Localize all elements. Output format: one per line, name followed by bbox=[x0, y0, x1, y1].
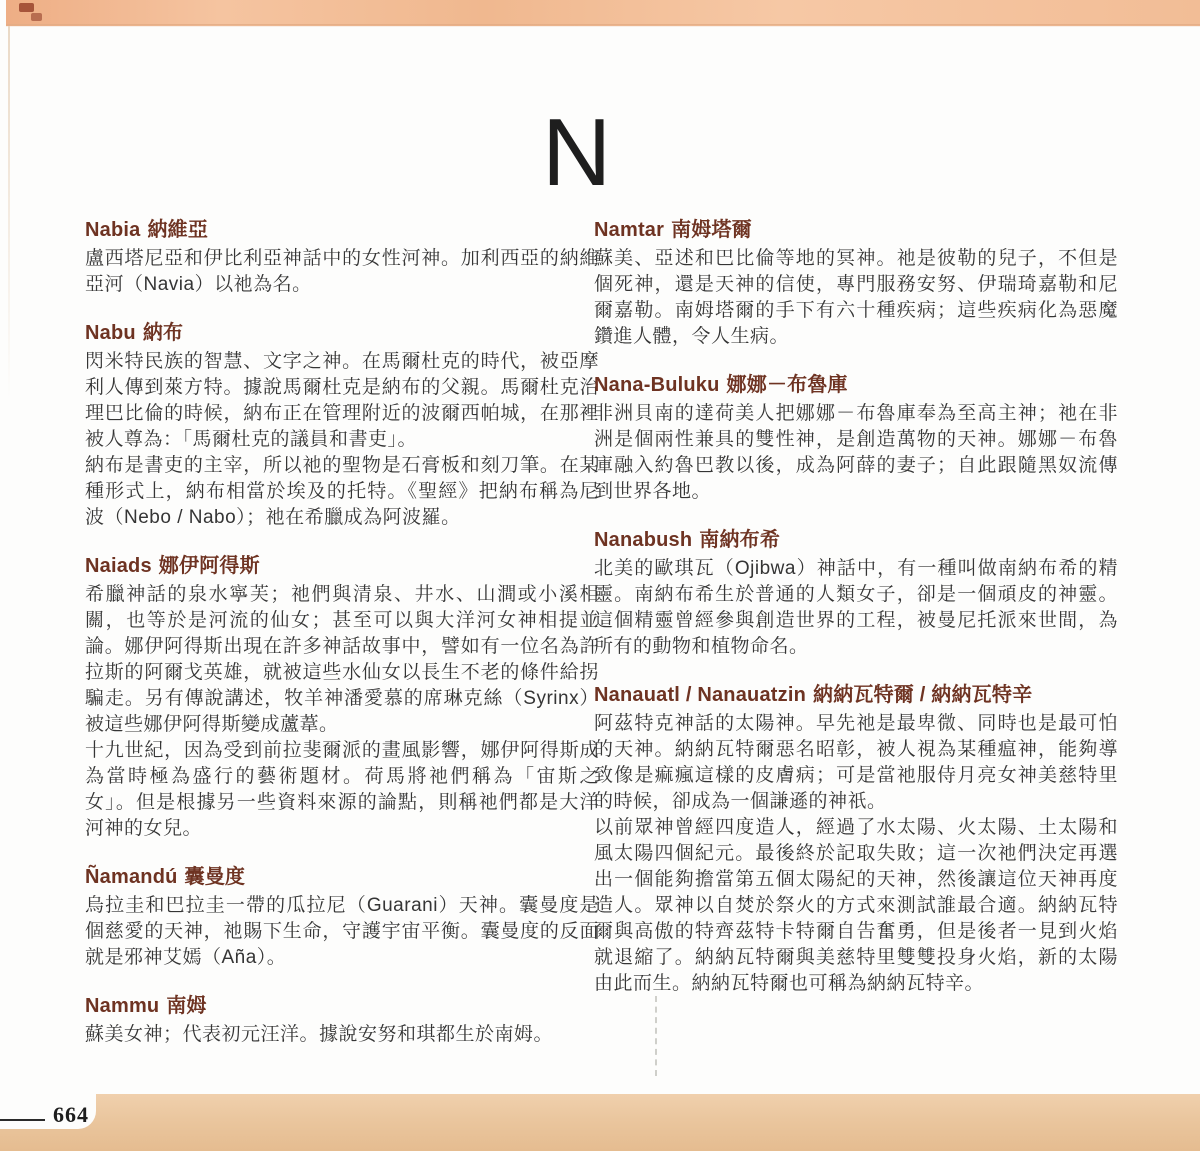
entry-nanabush bbox=[594, 528, 1118, 660]
scan-artifact bbox=[31, 13, 42, 21]
entry-name-en: Nana-Buluku bbox=[594, 374, 720, 396]
entry-paragraph: 蘇美、亞述和巴比倫等地的冥神。祂是彼勒的兒子，不但是個死神，還是天神的信使，專門服務安努、伊瑞琦嘉勒和尼爾嘉勒。南姆塔爾的手下有六十種疾病；這些疾病化為惡魔鑽進人體，令人生病。 bbox=[594, 248, 1118, 347]
footer-rule bbox=[0, 1119, 45, 1121]
entry-heading bbox=[85, 994, 599, 1019]
entry-paragraph: 閃米特民族的智慧、文字之神。在馬爾杜克的時代，被亞摩利人傳到萊方特。據說馬爾杜克是納布的父親。馬爾杜克治理巴比倫的時候，納布正在管理附近的波爾西帕城，在那裡被人尊為：「馬爾杜克的議員和書吏」。 bbox=[85, 351, 599, 450]
gutter-fold-line bbox=[655, 996, 657, 1076]
entry-namtar bbox=[594, 218, 1118, 350]
section-letter: N bbox=[542, 99, 610, 206]
entry-nammu bbox=[85, 994, 599, 1048]
entry-name-zh: 納納瓦特爾 / 納納瓦特辛 bbox=[813, 684, 1033, 706]
entry-paragraph: 希臘神話的泉水寧芙；祂們與清泉、井水、山澗或小溪相關，也等於是河流的仙女；甚至可以與大洋河女神相提並論。娜伊阿得斯出現在許多神話故事中，譬如有一位名為許拉斯的阿爾戈英雄，就被這些水仙女以長生不老的條件給拐騙走。另有傳說講述，牧羊神潘愛慕的席琳克絲（Syrinx）被這些娜伊阿得斯變成蘆葦。 bbox=[85, 584, 599, 735]
entry-name-en: Ñamandú bbox=[85, 866, 178, 888]
entry-nabia bbox=[85, 218, 599, 298]
entry-name-zh: 納維亞 bbox=[147, 219, 209, 241]
entry-name-en: Nammu bbox=[85, 995, 160, 1017]
entry-paragraph: 以前眾神曾經四度造人，經過了水太陽、火太陽、土太陽和風太陽四個紀元。最後終於記取失敗；這一次祂們決定再選出一個能夠擔當第五個太陽紀的天神，然後讓這位天神再度造人。眾神以自焚於祭火的方式來測試誰最合適。納納瓦特爾與高傲的特齊茲特卡特爾自告奮勇，但是後者一見到火焰就退縮了。納納瓦特爾與美慈特里雙雙投身火焰，新的太陽由此而生。納納瓦特爾也可稱為納納瓦特辛。 bbox=[594, 817, 1118, 994]
scan-edge-top-shadow bbox=[6, 24, 1200, 27]
entry-heading bbox=[594, 683, 1118, 708]
entry-naiads bbox=[85, 554, 599, 842]
entry-name-zh: 娜伊阿得斯 bbox=[158, 555, 260, 577]
column-left bbox=[85, 218, 599, 1071]
page-number: 664 bbox=[53, 1102, 89, 1127]
entry-paragraph: 納布是書吏的主宰，所以祂的聖物是石膏板和刻刀筆。在某種形式上，納布相當於埃及的托特。《聖經》把納布稱為尼波（Nebo / Nabo）；祂在希臘成為阿波羅。 bbox=[85, 455, 599, 528]
entry-name-en: Naiads bbox=[85, 555, 152, 577]
entry-name-zh: 南納布希 bbox=[699, 529, 781, 551]
entry-name-en: Nabu bbox=[85, 322, 136, 344]
entry-name-en: Nanabush bbox=[594, 529, 693, 551]
entry-nabu bbox=[85, 321, 599, 531]
entry-paragraph: 盧西塔尼亞和伊比利亞神話中的女性河神。加利西亞的納維亞河（Navia）以祂為名。 bbox=[85, 248, 599, 295]
entry-heading bbox=[85, 218, 599, 243]
entry-name-en: Namtar bbox=[594, 219, 665, 241]
column-right bbox=[594, 218, 1118, 1020]
scan-edge-top bbox=[6, 0, 1200, 26]
entry-nanauatl bbox=[594, 683, 1118, 997]
entry-heading bbox=[594, 373, 1118, 398]
entry-paragraph: 蘇美女神；代表初元汪洋。據說安努和琪都生於南姆。 bbox=[85, 1024, 554, 1045]
entry-heading bbox=[594, 528, 1118, 553]
entry-paragraph: 烏拉圭和巴拉圭一帶的瓜拉尼（Guarani）天神。囊曼度是個慈愛的天神，祂賜下生命，守護宇宙平衡。囊曼度的反面就是邪神艾嫣（Aña）。 bbox=[85, 895, 599, 968]
scan-edge-bottom bbox=[0, 1094, 1200, 1151]
entry-namandu bbox=[85, 865, 599, 971]
entry-name-zh: 納布 bbox=[142, 322, 184, 344]
entry-paragraph: 十九世紀，因為受到前拉斐爾派的畫風影響，娜伊阿得斯成為當時極為盛行的藝術題材。荷馬將祂們稱為「宙斯之女」。但是根據另一些資料來源的論點，則稱祂們都是大洋河神的女兒。 bbox=[85, 740, 599, 839]
entry-heading bbox=[85, 865, 599, 890]
entry-name-zh: 娜娜－布魯庫 bbox=[726, 374, 848, 396]
scan-edge-left bbox=[8, 26, 10, 1096]
entry-paragraph: 北美的歐琪瓦（Ojibwa）神話中，有一種叫做南納布希的精靈。南納布希生於普通的人類女子，卻是一個頑皮的神靈。這個精靈曾經參與創造世界的工程，被曼尼托派來世間，為所有的動物和植物命名。 bbox=[594, 558, 1118, 657]
entry-heading bbox=[85, 321, 599, 346]
entry-paragraph: 阿茲特克神話的太陽神。早先祂是最卑微、同時也是最可怕的天神。納納瓦特爾惡名昭彰，被人視為某種瘟神，能夠導致像是痲瘋這樣的皮膚病；可是當祂服侍月亮女神美慈特里的時候，卻成為一個謙遜的神祇。 bbox=[594, 713, 1118, 812]
entry-name-zh: 南姆塔爾 bbox=[671, 219, 752, 241]
entry-nana-buluku bbox=[594, 373, 1118, 505]
entry-name-en: Nanauatl / Nanauatzin bbox=[594, 684, 807, 706]
entry-name-en: Nabia bbox=[85, 219, 141, 241]
entry-name-zh: 囊曼度 bbox=[184, 866, 246, 888]
entry-heading bbox=[594, 218, 1118, 243]
entry-heading bbox=[85, 554, 599, 579]
entry-paragraph: 非洲貝南的達荷美人把娜娜－布魯庫奉為至高主神；祂在非洲是個兩性兼具的雙性神，是創造萬物的天神。娜娜－布魯庫融入約魯巴教以後，成為阿薛的妻子；自此跟隨黑奴流傳到世界各地。 bbox=[594, 403, 1118, 502]
scan-artifact bbox=[19, 3, 34, 12]
entry-name-zh: 南姆 bbox=[166, 995, 207, 1017]
